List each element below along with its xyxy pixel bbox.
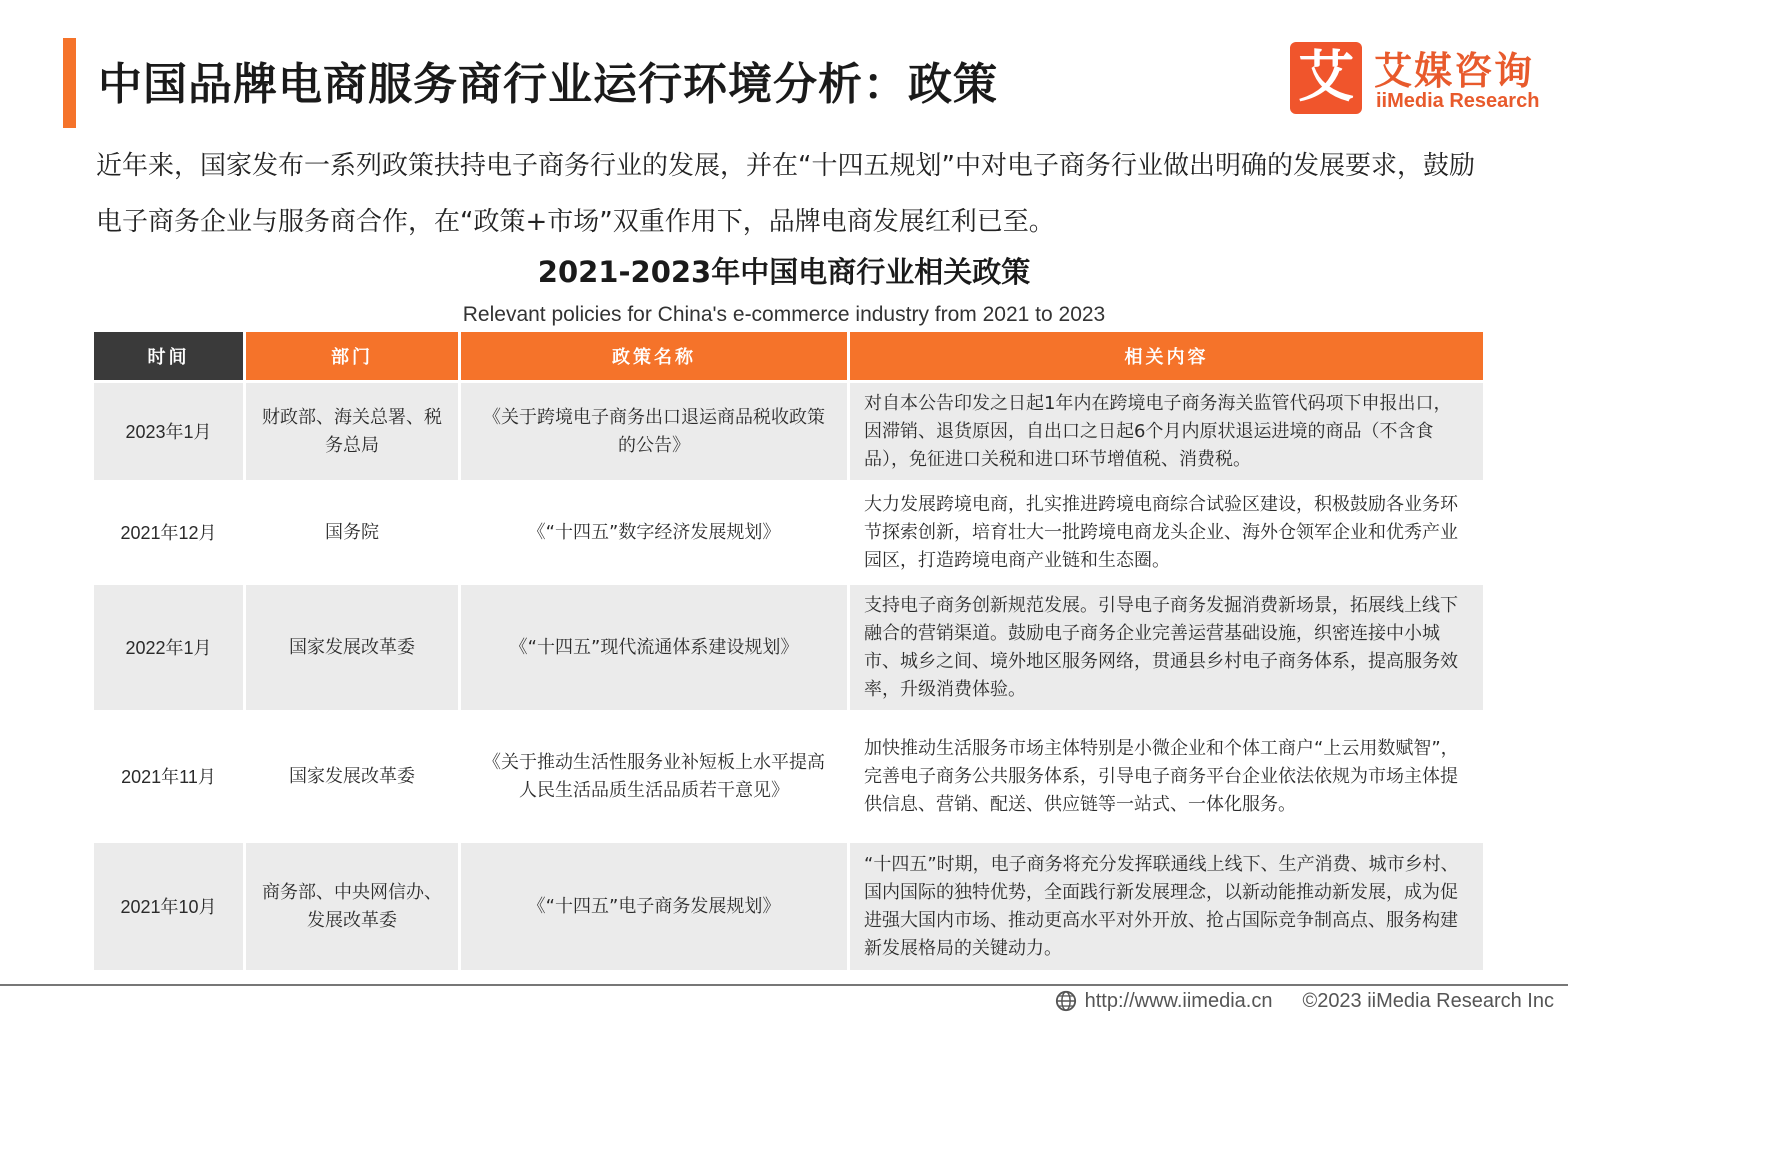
cell-time: 2021年12月 (94, 480, 243, 582)
cell-policy: 《“十四五”现代流通体系建设规划》 (461, 582, 847, 710)
column-header-content: 相关内容 (850, 332, 1483, 380)
cell-time: 2021年10月 (94, 840, 243, 970)
cell-content: 支持电子商务创新规范发展。引导电子商务发掘消费新场景，拓展线上线下融合的营销渠道。鼓励电子商务企业完善运营基础设施，织密连接中小城市、城乡之间、境外地区服务网络，贯通县乡村电子商务体系，提高服务效率，升级消费体验。 (850, 582, 1483, 710)
policy-table (91, 332, 1486, 970)
table-header-row (94, 332, 1483, 380)
cell-content: 对自本公告印发之日起1年内在跨境电子商务海关监管代码项下申报出口，因滞销、退货原因，自出口之日起6个月内原状退运进境的商品（不含食品），免征进口关税和进口环节增值税、消费税。 (850, 380, 1483, 480)
intro-paragraph: 近年来，国家发布一系列政策扶持电子商务行业的发展，并在“十四五规划”中对电子商务行业做出明确的发展要求，鼓励电子商务企业与服务商合作，在“政策+市场”双重作用下，品牌电商发展红利已至。 (96, 151, 1475, 237)
title-accent-bar (63, 38, 76, 128)
table-row (94, 710, 1483, 840)
cell-time: 2021年11月 (94, 710, 243, 840)
footer-url-link[interactable]: http://www.iimedia.cn (1084, 989, 1273, 1012)
cell-dept: 国务院 (246, 480, 458, 582)
table-title: 2021-2023年中国电商行业相关政策 (537, 255, 1031, 289)
footer (1055, 986, 1554, 1016)
table-row (94, 582, 1483, 710)
globe-icon (1055, 990, 1077, 1012)
cell-policy: 《“十四五”电子商务发展规划》 (461, 840, 847, 970)
cell-content: 加快推动生活服务市场主体特别是小微企业和个体工商户“上云用数赋智”，完善电子商务公共服务体系，引导电子商务平台企业依法依规为市场主体提供信息、营销、配送、供应链等一站式、一体化服务。 (850, 710, 1483, 840)
cell-content: 大力发展跨境电商，扎实推进跨境电商综合试验区建设，积极鼓励各业务环节探索创新，培育壮大一批跨境电商龙头企业、海外仓领军企业和优秀产业园区，打造跨境电商产业链和生态圈。 (850, 480, 1483, 582)
table-subtitle: Relevant policies for China's e-commerce industry from 2021 to 2023 (462, 303, 1106, 326)
cell-time: 2022年1月 (94, 582, 243, 710)
logo-text-en: iiMedia Research (1376, 90, 1540, 112)
iimedia-logo (1290, 42, 1545, 118)
footer-copyright: ©2023 iiMedia Research Inc (1302, 989, 1554, 1012)
table-row (94, 480, 1483, 582)
cell-policy: 《关于跨境电子商务出口退运商品税收政策的公告》 (461, 380, 847, 480)
cell-dept: 国家发展改革委 (246, 582, 458, 710)
table-row (94, 840, 1483, 970)
cell-policy: 《关于推动生活性服务业补短板上水平提高人民生活品质生活品质若干意见》 (461, 710, 847, 840)
column-header-policy: 政策名称 (461, 332, 847, 380)
column-header-dept: 部门 (246, 332, 458, 380)
cell-dept: 财政部、海关总署、税务总局 (246, 380, 458, 480)
cell-policy: 《“十四五”数字经济发展规划》 (461, 480, 847, 582)
cell-content: “十四五”时期，电子商务将充分发挥联通线上线下、生产消费、城市乡村、国内国际的独特优势，全面践行新发展理念，以新动能推动新发展，成为促进强大国内市场、推动更高水平对外开放、抢占国际竞争制高点、服务构建新发展格局的关键动力。 (850, 840, 1483, 970)
column-header-time: 时间 (94, 332, 243, 380)
cell-dept: 国家发展改革委 (246, 710, 458, 840)
cell-time: 2023年1月 (94, 380, 243, 480)
cell-dept: 商务部、中央网信办、发展改革委 (246, 840, 458, 970)
table-row (94, 380, 1483, 480)
logo-mark: 艾 (1290, 42, 1362, 114)
logo-text-cn: 艾媒咨询 (1374, 49, 1535, 93)
page-title: 中国品牌电商服务商行业运行环境分析：政策 (98, 59, 998, 110)
